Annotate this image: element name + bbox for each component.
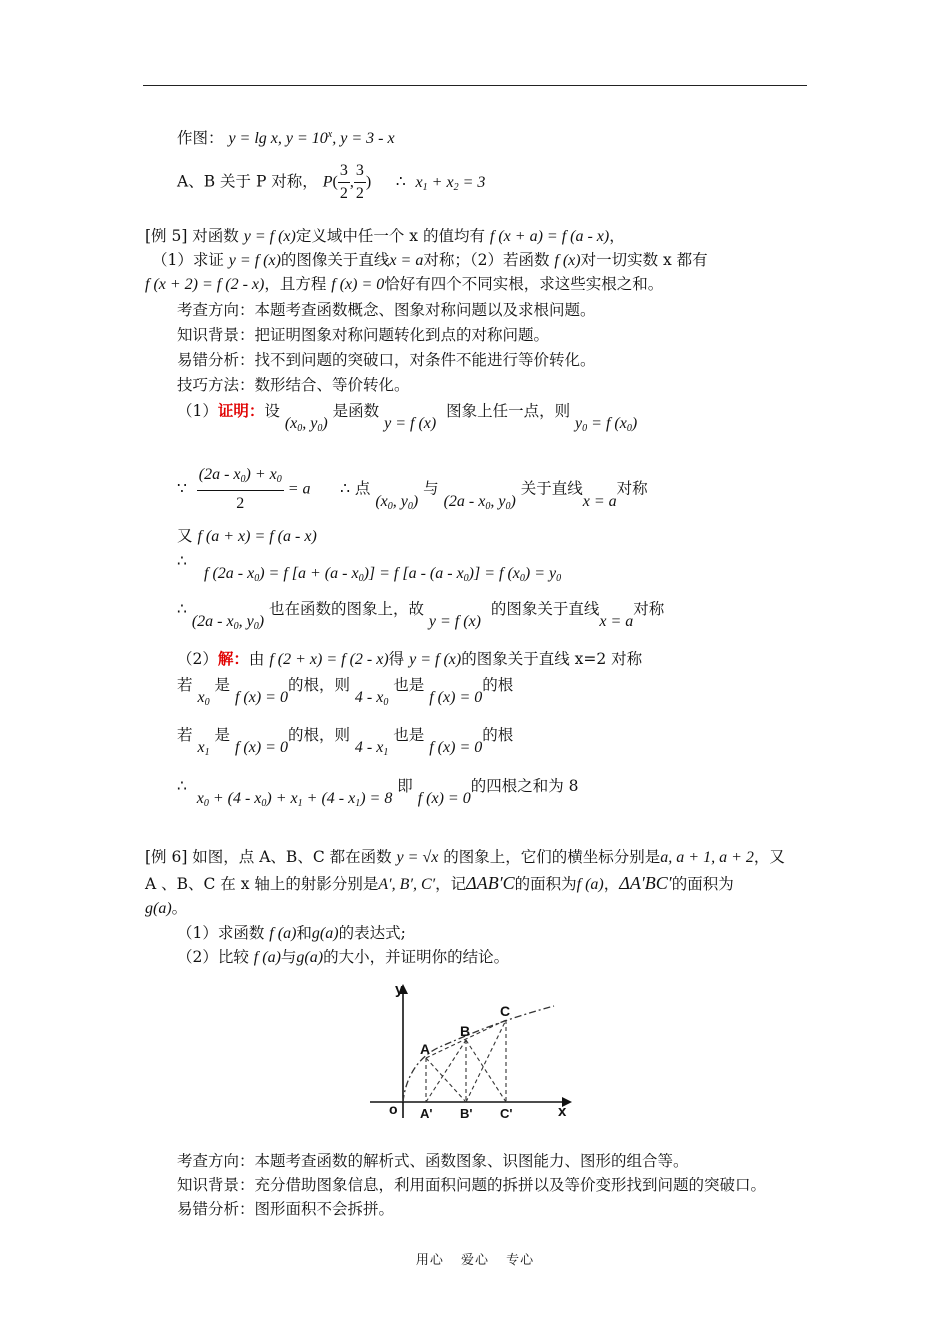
- root-sum-line: ∴ x0 + (4 - x0) + x1 + (4 - x1) = 8 即 f (x) = 0的四根之和为 8: [177, 777, 579, 809]
- footer-word-1: 用心: [415, 1253, 444, 1268]
- footer-word-3: 专心: [506, 1253, 535, 1268]
- solution-part-2: （2）解：由 f (2 + x) = f (2 - x)得 y = f (x)的图象关于直线 x=2 对称: [177, 649, 643, 668]
- x-label: x: [558, 1103, 567, 1120]
- line-b1-c: [466, 1020, 506, 1102]
- example-5-technique: 技巧方法：数形结合、等价转化。: [177, 376, 410, 394]
- point-b1-label: B': [460, 1106, 473, 1121]
- sqrt-function-figure: [362, 978, 577, 1126]
- point-c1-label: C': [500, 1106, 513, 1121]
- y-label: y: [395, 981, 404, 998]
- example-5-error: 易错分析：找不到问题的突破口，对条件不能进行等价转化。: [177, 351, 596, 369]
- plot-instruction: 作图： y = lg x, $y = 10^x$, y = 3 - x: [177, 129, 395, 147]
- symmetric-conclusion: ∴ (2a - x0, y0) 也在函数的图象上，故 y = f (x) 的图象关于直线x = a对称: [177, 600, 665, 632]
- header-rule: [143, 85, 807, 86]
- equality-chain: f (2a - x0) = f [a + (a - x0)] = f [a - (a - x0)] = f (x0) = y0: [204, 565, 562, 584]
- origin-label: o: [389, 1101, 398, 1117]
- example-5-questions: （1）求证 y = f (x)的图像关于直线x = a对称；（2）若函数 f (x)对一切实数 x 都有: [152, 251, 708, 269]
- line-a1-b: [426, 1040, 466, 1102]
- point-a-label: A: [420, 1041, 431, 1057]
- footer-word-2: 爱心: [460, 1253, 489, 1268]
- example-5-direction: 考查方向：本题考查函数概念、图象对称问题以及求根问题。: [177, 301, 596, 319]
- root-x1-line: 若 x1 是 f (x) = 0的根，则 4 - x1 也是 f (x) = 0的根: [177, 726, 514, 758]
- example-5-condition: f (x + 2) = f (2 - x)，且方程 f (x) = 0恰好有四个不同实根，求这些实根之和。: [145, 275, 664, 293]
- example-5-background: 知识背景：把证明图象对称问题转化到点的对称问题。: [177, 326, 550, 344]
- because-fraction-line: ∵ $\frac{(2a - x0) + x0}{2}$ = a ∴ 点 (x0, y0) 与 (2a - x0, y0) 关于直线x = a对称: [177, 462, 648, 517]
- example-6-direction: 考查方向：本题考查函数的解析式、函数图象、识图能力、图形的组合等。: [177, 1152, 689, 1170]
- example-6-question-2: （2）比较 f (a)与g(a)的大小，并证明你的结论。: [177, 948, 510, 966]
- example-5-statement: [例 5] 对函数 y = f (x)定义域中任一个 x 的值均有 f (x + a) = f (a - x)，: [145, 227, 625, 245]
- proof-part-1: （1）证明：设 (x0, y0) 是函数 y = f (x) 图象上任一点，则 y0 = f (x0): [177, 401, 638, 434]
- point-a1-label: A': [420, 1106, 433, 1121]
- line-a-b1: [426, 1058, 466, 1102]
- line-b-c1: [466, 1040, 506, 1102]
- example-6-projection: A 、B、C 在 x 轴上的射影分别是A′, B′, C′，记ΔAB′C的面积为f (a)，ΔA′BC′的面积为: [145, 873, 734, 893]
- example-6-g: g(a)。: [145, 899, 188, 917]
- page-footer: [0, 1249, 950, 1268]
- symmetry-line: A、B 关于 P 对称， P( $\frac{3}{2}$ , $\frac{3}{2}$ ) ∴ x1 + x2 = 3: [177, 162, 486, 202]
- example-6-question-1: （1）求函数 f (a)和g(a)的表达式;: [177, 924, 406, 942]
- example-6-error: 易错分析：图形面积不会拆拼。: [177, 1200, 395, 1218]
- root-x0-line: 若 x0 是 f (x) = 0的根，则 4 - x0 也是 f (x) = 0的根: [177, 676, 514, 708]
- point-c-label: C: [500, 1003, 511, 1019]
- example-6-background: 知识背景：充分借助图象信息，利用面积问题的拆拼以及等价变形找到问题的突破口。: [177, 1176, 767, 1194]
- point-b-label: B: [460, 1023, 471, 1039]
- example-6-statement: [例 6] 如图，点 A、B、C 都在函数 y = √x 的图象上，它们的横坐标分别是a, a + 1, a + 2，又: [145, 848, 785, 866]
- therefore-symbol-1: ∴: [177, 552, 187, 570]
- also-line: 又 f (a + x) = f (a - x): [177, 527, 317, 545]
